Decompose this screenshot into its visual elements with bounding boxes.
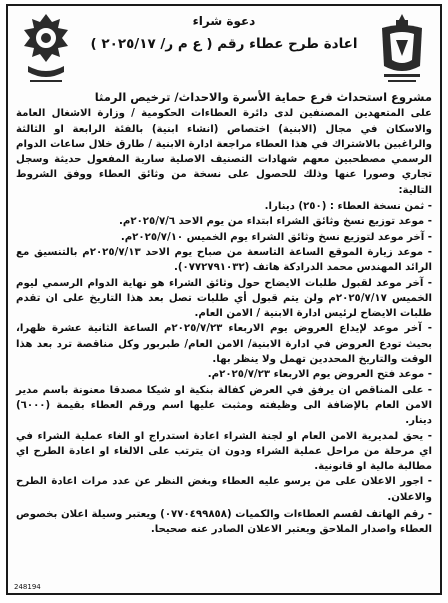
tender-notice (6, 4, 442, 595)
tender-number: اعادة طرح عطاء رقم ( ع م ر/ ٢٠٢٥/١٧ ) (90, 36, 358, 52)
condition-item: - آخر موعد لتوزيع نسخ وثائق الشراء يوم الخميس ٢٠٢٥/٧/١٠م. (120, 231, 432, 243)
condition-item: - ثمن نسخة العطاء : (٢٥٠) دينارا. (264, 201, 432, 213)
condition-item: - على المناقص ان يرفق في العرض كفالة بنكية او شيكا مصدقا معنونة باسم مدير الامن العام بالإضافة الى وظيفته ومثبت عليها اسم ورقم العطاء بقيمة (٦٠٠٠) دينار. (16, 384, 432, 427)
condition-item: - موعد توزيع نسخ وثائق الشراء ابتداء من يوم الاحد ٢٠٢٥/٧/٦م. (119, 216, 432, 228)
condition-item: - اجور الاعلان على من يرسو عليه العطاء وبغض النظر عن عدد مرات اعادة الطرح والاعلان. (16, 476, 432, 503)
condition-item: - موعد فتح العروض يوم الاربعاء ٢٠٢٥/٧/٢٣م. (207, 369, 432, 381)
contact-phone-note: - رقم الهاتف لقسم العطاءات والكميات (٠٧٧٠٤٩٩٨٥٨) ويعتبر وسيلة اعلان بخصوص العطاء واصدار الملاحق ويعتبر الاعلان الصادر عنه صحيحا. (16, 509, 432, 536)
jordan-coat-of-arms-icon (374, 12, 430, 88)
notice-body (16, 90, 432, 589)
notice-title: دعوة شراء (192, 14, 256, 28)
condition-item: - يحق لمديرية الامن العام او لجنة الشراء اعادة استدراج او الغاء عملية الشراء في اي مرحلة من مراحل عملية الشراء ودون ان يترتب على الالغاء او اعادة الطرح اي مطالبة مالية او قانونية. (16, 430, 432, 473)
condition-item: - موعد زيارة الموقع الساعة التاسعة من صباح يوم الاحد ٢٠٢٥/٧/١٣م بالتنسيق مع الرائد المهندس محمد الدرادكة هاتف (٠٧٧٢٧٩١٠٣٢). (16, 246, 432, 274)
project-heading: مشروع استحداث فرع حماية الأسرة والاحداث/ ترخيص الرمثا (94, 90, 432, 104)
notice-header (8, 6, 440, 86)
notice-intro: على المتعهدين المصنفين لدى دائرة العطاءات الحكومية / وزارة الاشغال العامة والاسكان في مجال (الابنية) اختصاص (انشاء ابنية) بالفئة الرابعة او الثالثة والراغبين بالاشتراك في هذا العطاء مراجعة ادارة الابنية / طارق خلال ساعات الدوام الرسمي مصطحبين معهم شهادات التصنيف الاصلية سارية المفعول حديثة وسجل تجاري وصورا عنها وذلك للحصول على نسخة من وثائق العطاء ووفق الشروط التالية: (16, 108, 432, 196)
ad-code: 248194 (14, 583, 41, 591)
condition-item: - آخر موعد لإيداع العروض يوم الاربعاء ٢٠٢٥/٧/٢٣م الساعة الثانية عشرة ظهرا، بحيث تودع العروض في ادارة الابنية/ الامن العام/ طبربور وكل مناقصة ترد بعد هذا الوقت والتاريخ المحددين تهمل ولا ينظر بها. (16, 323, 432, 366)
public-security-emblem-left (18, 12, 74, 88)
condition-item: - آخر موعد لقبول طلبات الايضاح حول وثائق الشراء هو نهاية الدوام الرسمي ليوم الخميس ٢٠٢٥/٧/١٧م ولن يتم قبول أي طلبات تصل بعد هذا التاريخ على ان تقدم طلبات الايضاح لرئيس ادارة الابنية / الامن العام. (16, 277, 432, 320)
